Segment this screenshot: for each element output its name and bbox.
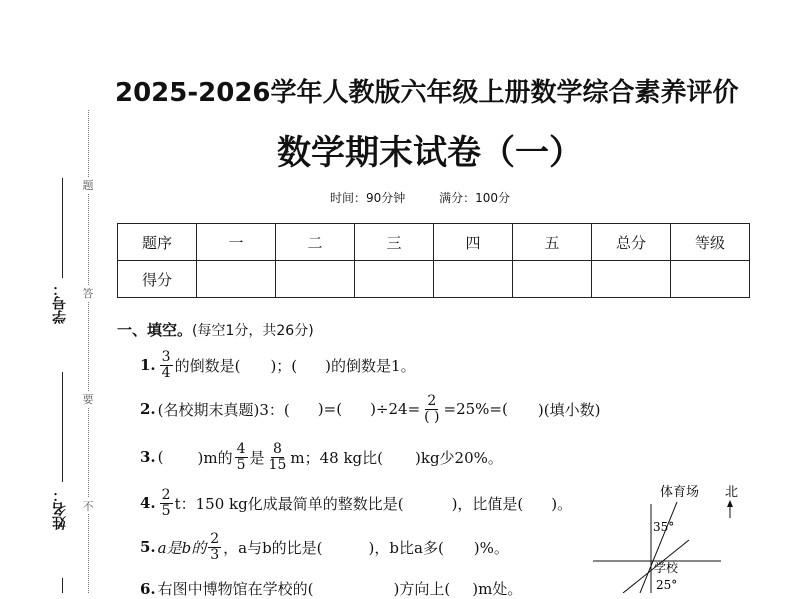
score-input-cell[interactable] bbox=[671, 261, 750, 298]
denominator: 5 bbox=[236, 456, 246, 473]
q4-text-2: )，比值是( bbox=[451, 494, 524, 513]
fraction bbox=[208, 532, 221, 562]
q2-text-1: (名校期末真题)3：( bbox=[157, 400, 290, 419]
numerator: 3 bbox=[161, 349, 171, 365]
question-5 bbox=[140, 532, 509, 562]
numerator: 8 bbox=[273, 441, 282, 457]
q5-text-3: )，b比a多( bbox=[368, 538, 444, 557]
name-line[interactable] bbox=[62, 372, 63, 482]
seal-char-3: 要 bbox=[82, 393, 94, 406]
stadium-label: 体育场 bbox=[660, 485, 700, 500]
q3-text-3: 是 bbox=[249, 448, 265, 467]
exam-time: 时间：90分钟 bbox=[330, 191, 406, 205]
q4-text-3: )。 bbox=[551, 494, 573, 513]
q3-text-5: )kg少20%。 bbox=[415, 448, 503, 467]
score-table-score-row bbox=[118, 261, 750, 298]
fraction bbox=[160, 350, 173, 380]
question-1 bbox=[140, 350, 416, 380]
score-input-cell[interactable] bbox=[592, 261, 671, 298]
numerator: 2 bbox=[427, 393, 437, 409]
q2-text-5: )(填小数) bbox=[537, 400, 601, 419]
q1-text-1: 的倒数是( bbox=[174, 356, 241, 375]
fraction bbox=[267, 442, 289, 472]
score-header-cell: 五 bbox=[513, 224, 592, 261]
q6-text-2: )方向上( bbox=[393, 580, 451, 598]
section-heading bbox=[117, 319, 314, 340]
denominator: 4 bbox=[161, 364, 171, 381]
section-note: (每空1分，共26分) bbox=[192, 323, 314, 339]
denominator: 15 bbox=[268, 456, 287, 473]
score-header-cell: 等级 bbox=[671, 224, 750, 261]
score-input-cell[interactable] bbox=[276, 261, 355, 298]
direction-map-figure bbox=[585, 480, 785, 593]
question-2 bbox=[140, 394, 600, 424]
student-id-line[interactable] bbox=[62, 178, 63, 278]
exam-supertitle: 2025-2026学年人教版六年级上册数学综合素养评价 bbox=[115, 78, 739, 108]
numerator: 4 bbox=[236, 441, 246, 457]
angle-35-label: 35° bbox=[653, 520, 675, 534]
q3-text-4: m；48 kg比( bbox=[290, 448, 383, 467]
exam-title: 数学期末试卷（一） bbox=[277, 133, 583, 173]
q5-text-2: ，a与b的比是( bbox=[223, 538, 323, 557]
fraction bbox=[422, 394, 441, 424]
question-4 bbox=[140, 488, 572, 518]
north-arrow-head-icon bbox=[727, 500, 733, 507]
question-3 bbox=[140, 442, 503, 472]
denominator: 3 bbox=[210, 546, 220, 563]
score-table-header-row bbox=[118, 224, 750, 261]
question-number: 6. bbox=[140, 579, 156, 598]
seal-char-1: 题 bbox=[82, 179, 94, 192]
exam-meta bbox=[330, 189, 540, 206]
north-label: 北 bbox=[725, 485, 739, 500]
question-number: 1. bbox=[140, 356, 156, 375]
score-input-cell[interactable] bbox=[513, 261, 592, 298]
q2-text-2: )=( bbox=[317, 400, 343, 419]
student-id-label: 学号： bbox=[52, 282, 68, 324]
q2-text-4: =25%=( bbox=[443, 400, 508, 419]
numerator: 2 bbox=[210, 531, 220, 547]
seal-char-4: 不 bbox=[82, 500, 94, 513]
score-input-cell[interactable] bbox=[197, 261, 276, 298]
score-header-cell: 题序 bbox=[118, 224, 197, 261]
question-number: 2. bbox=[140, 400, 156, 419]
fraction bbox=[235, 442, 248, 472]
angle-25-label: 25° bbox=[656, 578, 678, 592]
score-table bbox=[117, 223, 750, 298]
score-input-cell[interactable] bbox=[355, 261, 434, 298]
denominator: 5 bbox=[161, 502, 171, 519]
name-label: 姓名： bbox=[52, 488, 68, 530]
denominator-blank[interactable]: ( ) bbox=[424, 408, 440, 425]
q3-text-1: ( bbox=[157, 448, 164, 467]
q1-text-3: )的倒数是1。 bbox=[325, 356, 416, 375]
score-header-cell: 一 bbox=[197, 224, 276, 261]
section-title: 一、填空。 bbox=[117, 321, 193, 339]
question-number: 4. bbox=[140, 494, 156, 513]
score-header-cell: 四 bbox=[434, 224, 513, 261]
score-row-label: 得分 bbox=[118, 261, 197, 298]
score-header-cell: 二 bbox=[276, 224, 355, 261]
score-input-cell[interactable] bbox=[434, 261, 513, 298]
q6-text-3: )m处。 bbox=[472, 580, 523, 598]
question-number: 5. bbox=[140, 538, 156, 557]
school-label: 学校 bbox=[654, 561, 679, 575]
q5-text-4: )%。 bbox=[473, 538, 509, 557]
fraction bbox=[160, 488, 173, 518]
q5-text-1: a是b的 bbox=[157, 538, 207, 557]
q3-text-2: )m的 bbox=[197, 448, 233, 467]
q2-text-3: )÷24= bbox=[370, 400, 421, 419]
exam-full-score: 满分：100分 bbox=[439, 191, 511, 205]
seal-char-2: 答 bbox=[82, 287, 94, 300]
q1-text-2: )；( bbox=[270, 356, 298, 375]
score-header-cell: 三 bbox=[355, 224, 434, 261]
question-6 bbox=[140, 578, 522, 599]
question-number: 3. bbox=[140, 448, 156, 467]
q4-text-1: t：150 kg化成最简单的整数比是( bbox=[174, 494, 404, 513]
score-header-cell: 总分 bbox=[592, 224, 671, 261]
class-line[interactable] bbox=[62, 578, 63, 593]
q6-text-1: 右图中博物馆在学校的( bbox=[157, 580, 314, 598]
numerator: 2 bbox=[161, 487, 171, 503]
